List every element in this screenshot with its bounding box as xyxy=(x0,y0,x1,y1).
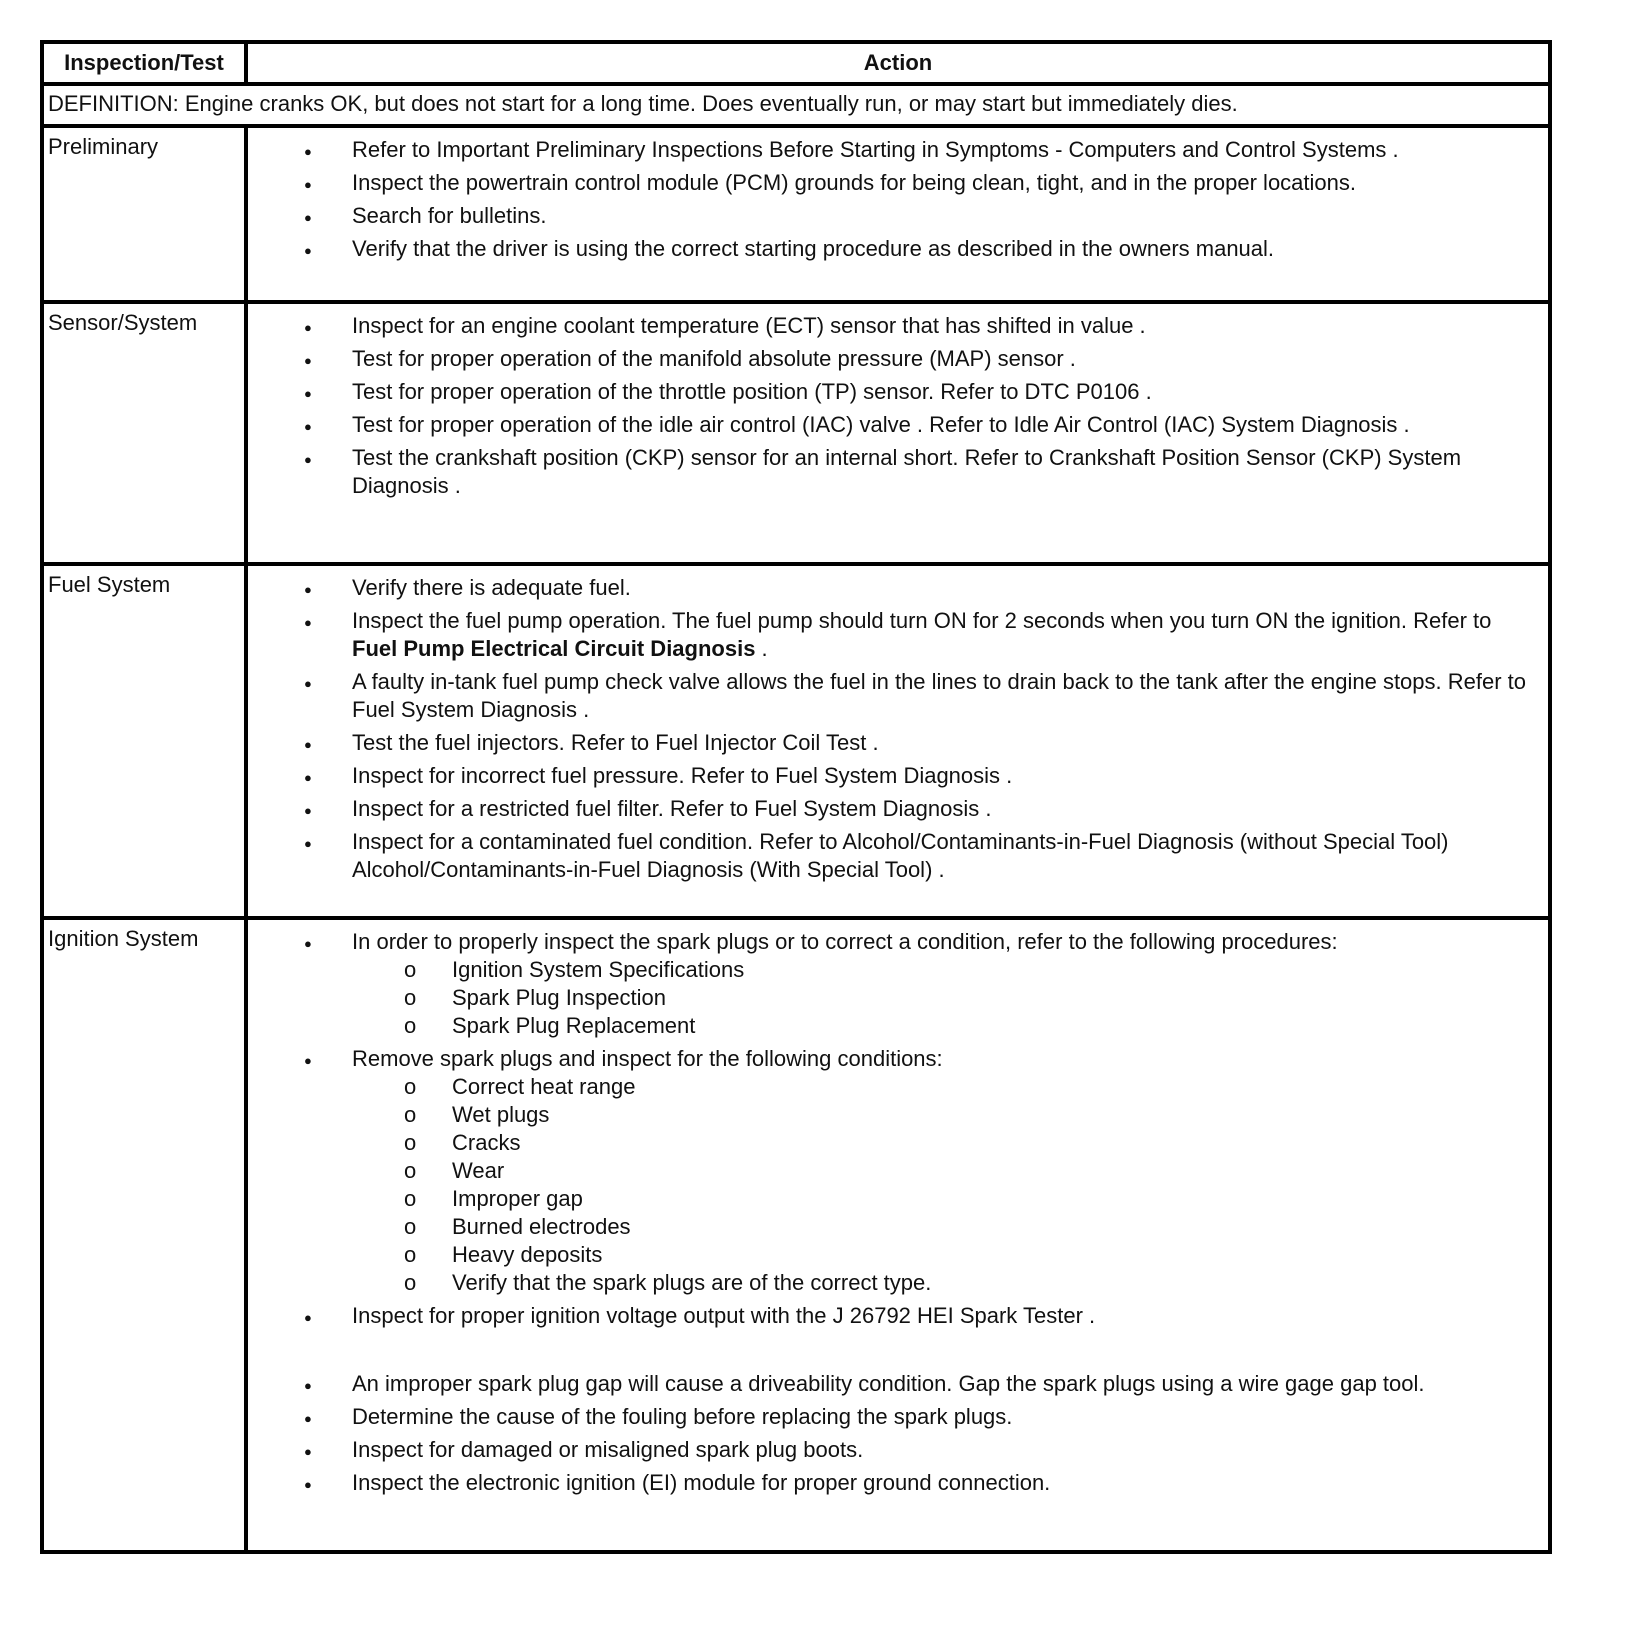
sub-list-item: o Spark Plug Replacement xyxy=(352,1012,1542,1040)
section-label-sensor-system: Sensor/System xyxy=(42,302,246,564)
sub-list xyxy=(352,1073,1542,1297)
header-action: Action xyxy=(246,42,1550,84)
section-actions-sensor-system xyxy=(246,302,1550,564)
list-item: ● A faulty in-tank fuel pump check valve allows the fuel in the lines to drain back to the tank after the engine stops. Refer to Fuel System Diagnosis . xyxy=(248,668,1542,724)
list-item: ● Refer to Important Preliminary Inspections Before Starting in Symptoms - Computers and Control Systems . xyxy=(248,136,1542,164)
definition-text: DEFINITION: Engine cranks OK, but does not start for a long time. Does eventually run, or may start but immediately dies. xyxy=(42,84,1550,126)
list-item: ● Inspect for damaged or misaligned spark plug boots. xyxy=(248,1436,1542,1464)
sub-list-item: o Heavy deposits xyxy=(352,1241,1542,1269)
sub-list-item: o Spark Plug Inspection xyxy=(352,984,1542,1012)
sub-list-item: o Cracks xyxy=(352,1129,1542,1157)
section-actions-fuel-system xyxy=(246,564,1550,918)
list-item: ● Inspect for incorrect fuel pressure. Refer to Fuel System Diagnosis . xyxy=(248,762,1542,790)
list-item: ● Inspect for a restricted fuel filter. Refer to Fuel System Diagnosis . xyxy=(248,795,1542,823)
item-text: Inspect the fuel pump operation. The fuel pump should turn ON for 2 seconds when you turn ON the ignition. Refer to xyxy=(352,608,1492,633)
section-row-ignition-system xyxy=(42,918,1550,1552)
fuel-pump-circuit-diagnosis-ref: Fuel Pump Electrical Circuit Diagnosis xyxy=(352,636,756,661)
list-item xyxy=(248,607,1542,663)
sub-list-item: o Wear xyxy=(352,1157,1542,1185)
section-label-preliminary: Preliminary xyxy=(42,126,246,302)
sub-list xyxy=(352,956,1542,1040)
sub-list-item: o Burned electrodes xyxy=(352,1213,1542,1241)
list-item: ● Test for proper operation of the idle air control (IAC) valve . Refer to Idle Air Control (IAC) System Diagnosis . xyxy=(248,411,1542,439)
inspection-table xyxy=(40,40,1552,1554)
item-text: Remove spark plugs and inspect for the following conditions: xyxy=(352,1046,943,1071)
list-item: ● Test the fuel injectors. Refer to Fuel Injector Coil Test . xyxy=(248,729,1542,757)
list-item: ● Determine the cause of the fouling before replacing the spark plugs. xyxy=(248,1403,1542,1431)
list-item: ● Inspect for proper ignition voltage output with the J 26792 HEI Spark Tester . xyxy=(248,1302,1542,1330)
list-item: ● An improper spark plug gap will cause a driveability condition. Gap the spark plugs using a wire gage gap tool. xyxy=(248,1370,1542,1398)
section-row-preliminary xyxy=(42,126,1550,302)
definition-row xyxy=(42,84,1550,126)
list-item: ● Inspect the electronic ignition (EI) module for proper ground connection. xyxy=(248,1469,1542,1497)
section-label-fuel-system: Fuel System xyxy=(42,564,246,918)
item-text: . xyxy=(755,636,768,661)
list-item: ● Test for proper operation of the throttle position (TP) sensor. Refer to DTC P0106 . xyxy=(248,378,1542,406)
list-item: ● Test the crankshaft position (CKP) sensor for an internal short. Refer to Crankshaft Position Sensor (CKP) System Diagnosis . xyxy=(248,444,1542,500)
sub-list-item: o Wet plugs xyxy=(352,1101,1542,1129)
list-item xyxy=(248,1045,1542,1297)
sub-list-item: o Verify that the spark plugs are of the correct type. xyxy=(352,1269,1542,1297)
bullet-list xyxy=(248,312,1542,500)
list-item: ● Search for bulletins. xyxy=(248,202,1542,230)
list-item: ● Verify that the driver is using the correct starting procedure as described in the owners manual. xyxy=(248,235,1542,263)
sub-list-item: o Correct heat range xyxy=(352,1073,1542,1101)
sub-list-item: o Improper gap xyxy=(352,1185,1542,1213)
header-row xyxy=(42,42,1550,84)
section-label-ignition-system: Ignition System xyxy=(42,918,246,1552)
spacer xyxy=(248,1335,1542,1365)
section-row-sensor-system xyxy=(42,302,1550,564)
bullet-list xyxy=(248,136,1542,263)
list-item: ● Inspect the powertrain control module (PCM) grounds for being clean, tight, and in the proper locations. xyxy=(248,169,1542,197)
header-inspection-test: Inspection/Test xyxy=(42,42,246,84)
section-actions-preliminary xyxy=(246,126,1550,302)
bullet-list xyxy=(248,574,1542,884)
section-actions-ignition-system xyxy=(246,918,1550,1552)
item-text: In order to properly inspect the spark plugs or to correct a condition, refer to the following procedures: xyxy=(352,929,1338,954)
list-item: ● Inspect for an engine coolant temperature (ECT) sensor that has shifted in value . xyxy=(248,312,1542,340)
bullet-list xyxy=(248,928,1542,1497)
list-item: ● Verify there is adequate fuel. xyxy=(248,574,1542,602)
section-row-fuel-system xyxy=(42,564,1550,918)
sub-list-item: o Ignition System Specifications xyxy=(352,956,1542,984)
list-item xyxy=(248,928,1542,1040)
list-item: ● Inspect for a contaminated fuel condition. Refer to Alcohol/Contaminants-in-Fuel Diagnosis (without Special Tool) Alcohol/Contaminants-in-Fuel Diagnosis (With Special Tool) . xyxy=(248,828,1542,884)
list-item: ● Test for proper operation of the manifold absolute pressure (MAP) sensor . xyxy=(248,345,1542,373)
